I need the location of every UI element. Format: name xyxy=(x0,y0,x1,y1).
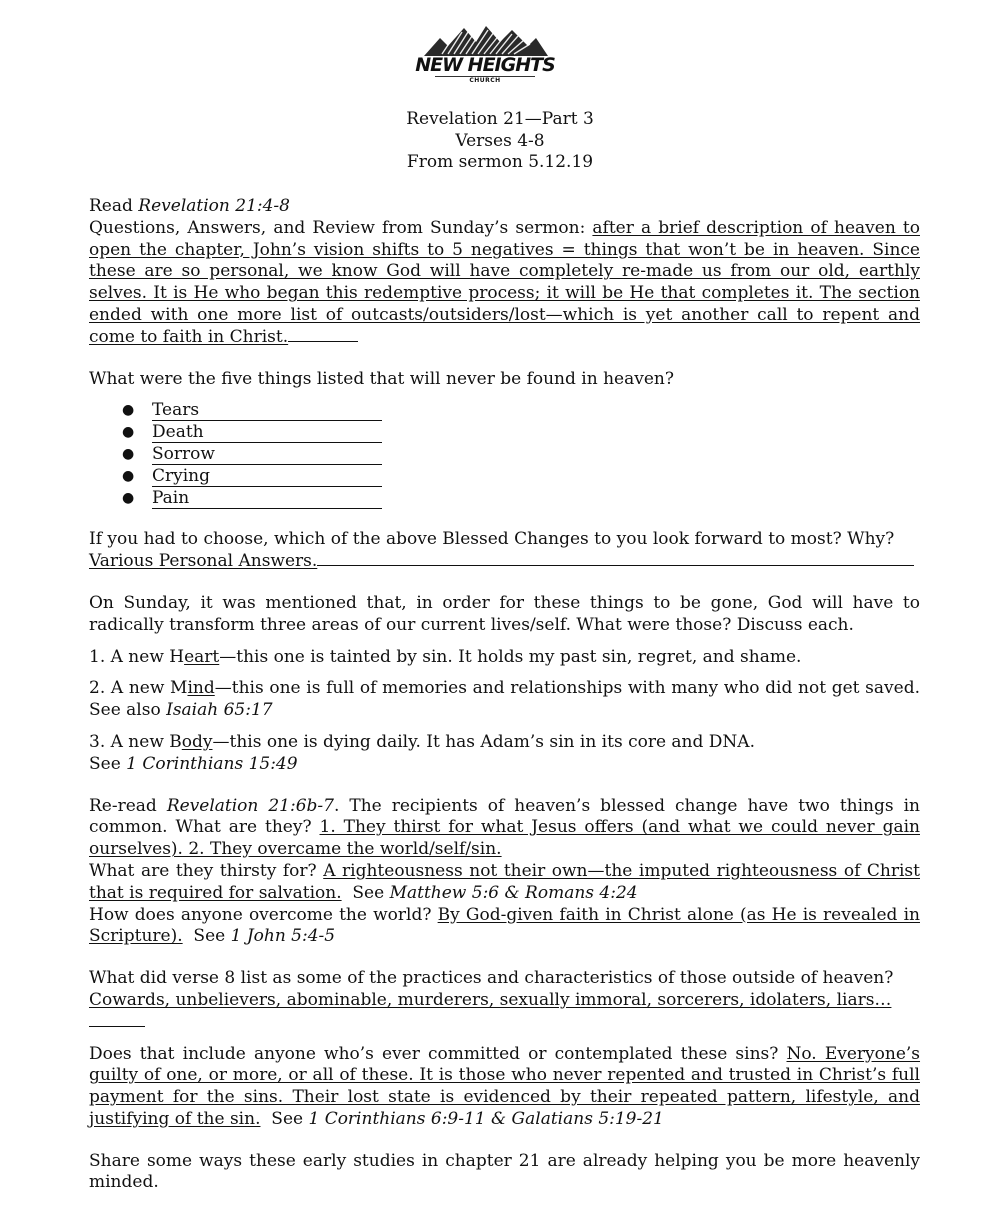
page-title-block xyxy=(0,109,1000,174)
logo-wordmark: NEW HEIGHTS xyxy=(415,54,555,76)
list-item: ● Death xyxy=(89,422,920,444)
mind-reference: Isaiah 65:17 xyxy=(166,700,273,721)
answer-line xyxy=(288,327,358,342)
bullet-icon: ● xyxy=(122,445,135,462)
five-things-list xyxy=(89,400,920,509)
answer-line xyxy=(89,1012,145,1027)
include-section: Does that include anyone who’s ever committed or contemplated these sins? No. Everyone’s guilty of one, or more, or all of these. It is those who never repented and trusted in Christ’s full payment for the sins. Their lost state is evidenced by their repeated pattern, lifestyle, and justifying of the sin. See 1 Corinthians 6:9-11 & Galatians 5:19-21 xyxy=(89,1043,921,1129)
study-content xyxy=(89,196,920,1194)
verse8-question: What did verse 8 list as some of the practices and characteristics of those outside of heaven? xyxy=(89,968,894,989)
review-question: Questions, Answers, and Review from Sunday’s sermon: xyxy=(89,217,593,238)
include-reference: 1 Corinthians 6:9-11 & Galatians 5:19-21 xyxy=(308,1108,664,1129)
answer-line xyxy=(317,551,914,566)
bullet-icon: ● xyxy=(122,424,135,441)
five-things-question: What were the five things listed that will never be found in heaven? xyxy=(89,368,674,389)
list-item: ● Tears xyxy=(89,400,920,422)
thirsty-section: What are they thirsty for? A righteousness not their own—the imputed righteousness of Christ that is required for salvation. See Matthew 5:6 & Romans 4:24 xyxy=(89,860,920,903)
read-reference: Revelation 21:4-8 xyxy=(138,196,290,216)
sermon-date: From sermon 5.12.19 xyxy=(406,152,594,172)
choose-answer-line xyxy=(89,551,920,573)
new-mind: 2. A new Mind—this one is full of memories and relationships with many who did not get saved. See also Isaiah 65:17 xyxy=(89,678,920,721)
reread-section: Re-read Revelation 21:6b-7. The recipients of heaven’s blessed change have two things in common. What are they? 1. They thirst for what Jesus offers (and what we could never gain ourselves). 2. They overcame the world/self/sin. xyxy=(89,795,920,860)
bullet-icon: ● xyxy=(122,489,135,506)
reread-reference: Revelation 21:6b-7 xyxy=(166,795,334,816)
verse8-answer: Cowards, unbelievers, abominable, murderers, sexually immoral, sorcerers, idolaters, liars… xyxy=(89,989,892,1010)
include-answer: No. Everyone’s guilty of one, or more, or all of these. It is those who never repented and trusted in Christ’s full payment for the sins. Their lost state is evidenced by their repeated pattern, lifestyle, and justifying of the sin. xyxy=(89,1043,921,1129)
overcome-answer: By God-given faith in Christ alone (as He is revealed in Scripture). xyxy=(89,904,920,947)
new-body: 3. A new Body—this one is dying daily. It has Adam’s sin in its core and DNA. See 1 Corinthians 15:49 xyxy=(89,731,755,774)
choose-answer: Various Personal Answers. xyxy=(89,551,318,572)
bullet-icon: ● xyxy=(122,467,135,484)
sermon-review xyxy=(89,218,920,349)
list-item: ● Sorrow xyxy=(89,444,920,466)
page-title: Revelation 21—Part 3 xyxy=(406,109,594,129)
review-answer: after a brief description of heaven to open the chapter, John’s vision shifts to 5 negatives = things that won’t be in heaven. Since these are so personal, we know God will have completely re-made us from our old, earthly selves. It is He who began this redemptive process; it will be He that completes it. The section ended with one more list of outcasts/outsiders/lost—which is yet another call to repent and come to faith in Christ. xyxy=(89,217,920,347)
new-heart: 1. A new Heart—this one is tainted by sin. It holds my past sin, regret, and shame. xyxy=(89,646,802,667)
verses-line: Verses 4-8 xyxy=(455,130,545,151)
logo-subtitle: CHURCH xyxy=(435,76,535,85)
list-item: ● Pain xyxy=(89,488,920,510)
overcome-section: How does anyone overcome the world? By God-given faith in Christ alone (as He is revealed in Scripture). See 1 John 5:4-5 xyxy=(89,904,920,947)
choose-question: If you had to choose, which of the above Blessed Changes to you look forward to most? Why? xyxy=(89,529,895,550)
church-logo xyxy=(410,22,560,102)
reread-answer: 1. They thirst for what Jesus offers (and what we could never gain ourselves). 2. They overcame the world/self/sin. xyxy=(89,817,920,860)
bullet-icon: ● xyxy=(122,402,135,419)
thirsty-reference: Matthew 5:6 & Romans 4:24 xyxy=(389,882,638,903)
body-reference: 1 Corinthians 15:49 xyxy=(126,753,298,774)
thirsty-answer: A righteousness not their own—the imputed righteousness of Christ that is required for salvation. xyxy=(89,860,920,903)
verse8-answer-line xyxy=(89,990,920,1034)
overcome-reference: 1 John 5:4-5 xyxy=(230,926,336,947)
list-item: ● Crying xyxy=(89,466,920,488)
mountains-icon xyxy=(420,22,550,58)
share-question: Share some ways these early studies in chapter 21 are already helping you be more heavenly minded. xyxy=(89,1150,920,1193)
read-instruction: Read Revelation 21:4-8 xyxy=(89,196,290,216)
transform-intro: On Sunday, it was mentioned that, in order for these things to be gone, God will have to radically transform three areas of our current lives/self. What were those? Discuss each. xyxy=(89,592,920,635)
